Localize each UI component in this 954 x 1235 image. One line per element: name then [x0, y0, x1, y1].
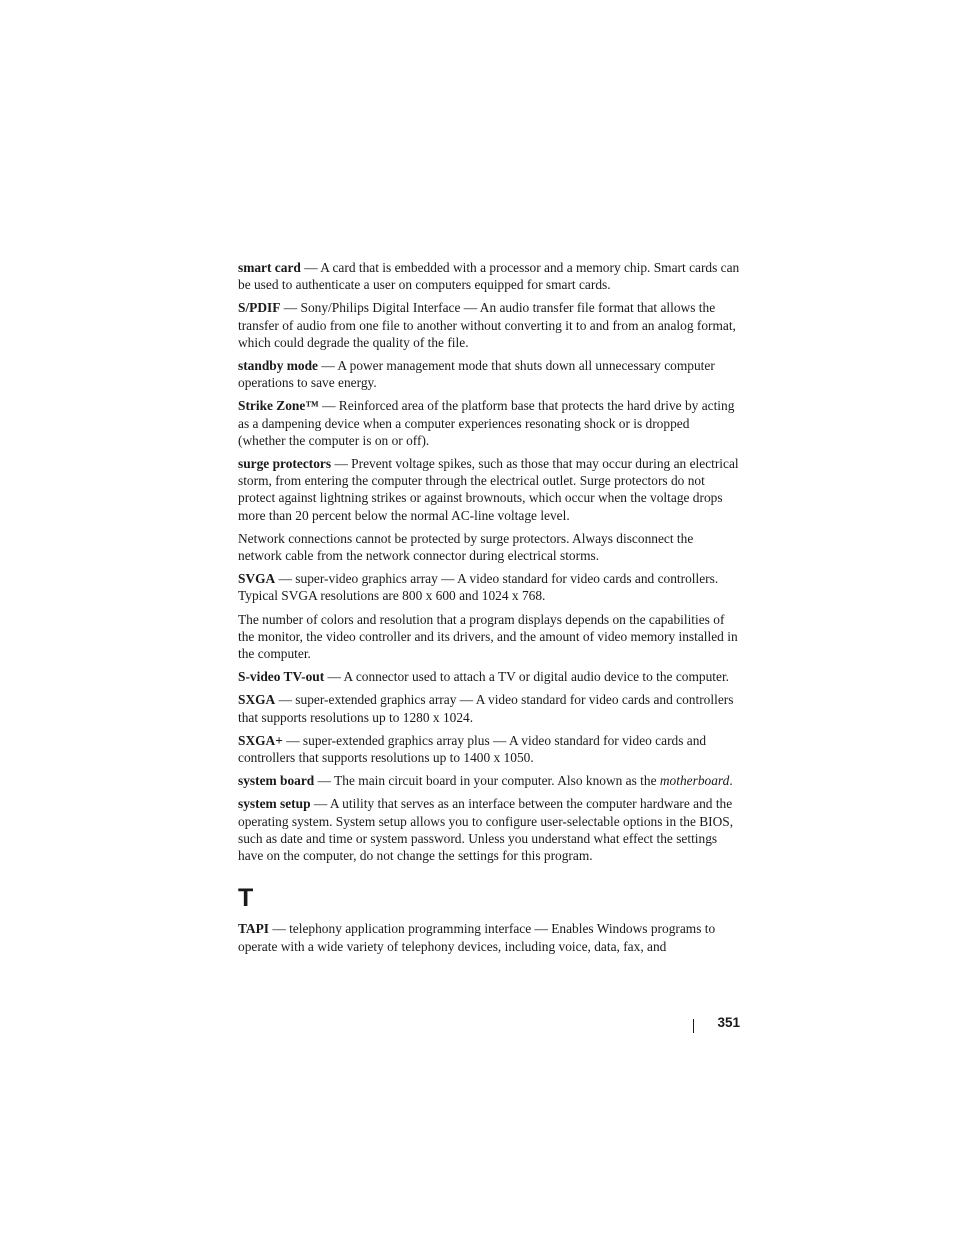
term: smart card — [238, 260, 301, 275]
definition: — A card that is embedded with a processor and a memory chip. Smart cards can be used to authenticate a user on computers equipped for smart cards. — [238, 260, 740, 293]
term: SXGA — [238, 692, 276, 708]
definition: — A utility that serves as an interface between the computer hardware and the operating system. System setup allows you to configure user-selectable options in the BIOS, such as date and time or system password. Unless you understand what effect the settings have on the computer, do not change the settings for this program. — [238, 796, 734, 864]
definition: — super-extended graphics array plus — A video standard for video cards and controllers that supports resolutions up to 1400 x 1050. — [238, 732, 707, 766]
definition: — A power management mode that shuts down all unnecessary computer operations to save energy. — [238, 358, 715, 391]
term: S/PDIF — [238, 300, 281, 316]
definition: — Reinforced area of the platform base that protects the hard drive by acting as a dampening device when a computer experiences resonating shock or is dropped (whether the computer is on or off). — [238, 398, 735, 448]
definition-end: . — [729, 773, 733, 789]
surge-protectors-note — [238, 530, 740, 564]
italic-term: motherboard — [659, 773, 730, 789]
definition: — super-video graphics array — A video standard for video cards and controllers. Typical SVGA resolutions are 800 x 600 and 1024 x 768. — [238, 571, 719, 604]
term: surge protectors — [238, 456, 332, 472]
definition: — super-extended graphics array — A video standard for video cards and controllers that supports resolutions up to 1280 x 1024. — [238, 692, 734, 725]
entry-tapi — [238, 920, 740, 954]
entry-system-board — [238, 772, 740, 789]
term: TAPI — [238, 921, 269, 937]
glossary-page — [238, 259, 740, 961]
term: system board — [238, 773, 315, 789]
term: system setup — [238, 796, 311, 812]
term: SXGA+ — [238, 732, 283, 748]
entry-system-setup — [238, 795, 740, 864]
definition: — The main circuit board in your computer. Also known as the — [314, 773, 660, 789]
definition: — telephony application programming interface — Enables Windows programs to operate with a wide variety of telephony devices, including voice, data, fax, and — [238, 921, 716, 954]
term: SVGA — [238, 571, 276, 587]
entry-standby-mode — [238, 357, 740, 391]
entry-surge-protectors — [238, 455, 740, 524]
entry-strike-zone — [238, 397, 740, 449]
term: Strike Zone™ — [238, 398, 319, 414]
term: S-video TV-out — [238, 669, 325, 685]
entry-sxga-plus — [238, 732, 740, 766]
definition: — Prevent voltage spikes, such as those that may occur during an electrical storm, from entering the computer through the electrical outlet. Surge protectors do not protect against lightning strikes or against brownouts, which occur when the voltage drops more than 20 percent below the normal AC-line voltage level. — [238, 456, 739, 523]
definition: The number of colors and resolution that a program displays depends on the capabilities of the monitor, the video controller and its drivers, and the amount of video memory installed in the computer. — [238, 611, 738, 662]
svga-note — [238, 611, 740, 663]
entry-s-video-tv-out — [238, 668, 740, 685]
definition: — Sony/Philips Digital Interface — An audio transfer file format that allows the transfer of audio from one file to another without converting it to and from an analog format, which could degrade the quality of the file. — [238, 300, 736, 350]
definition: — A connector used to attach a TV or digital audio device to the computer. — [324, 669, 730, 685]
term: standby mode — [238, 358, 318, 374]
page-footer — [690, 1014, 742, 1034]
entry-spdif — [238, 299, 740, 351]
entry-smart-card — [238, 259, 740, 293]
section-heading-t: T — [238, 884, 254, 913]
definition: Network connections cannot be protected by surge protectors. Always disconnect the network cable from the network connector during electrical storms. — [238, 530, 694, 564]
footer-divider — [693, 1019, 694, 1033]
page-number: 351 — [717, 1015, 740, 1030]
entry-sxga — [238, 691, 740, 725]
entry-svga — [238, 570, 740, 604]
